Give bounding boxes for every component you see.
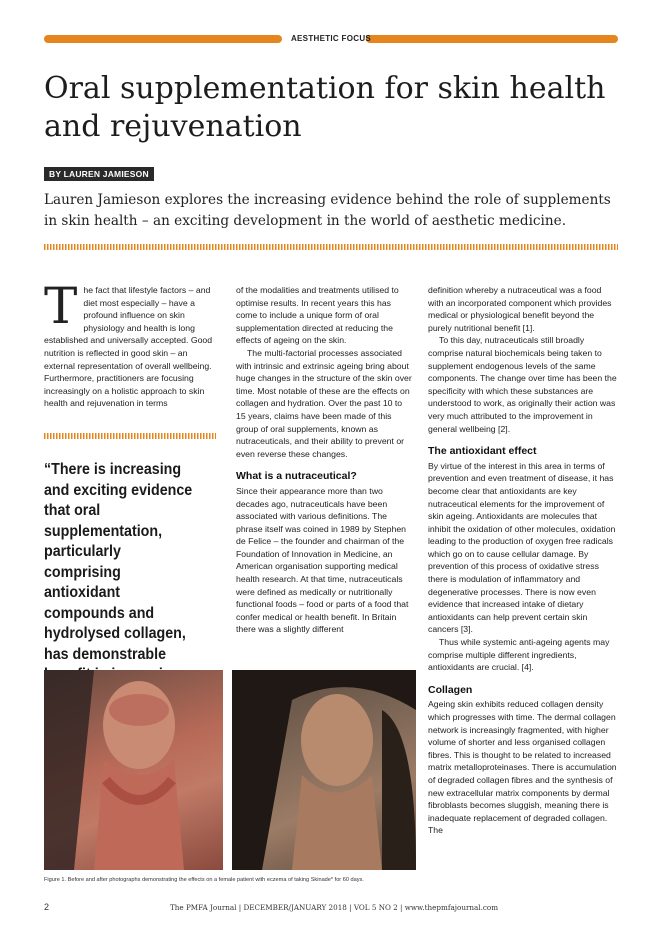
heading-nutraceutical: What is a nutraceutical? [236,470,357,483]
heading-collagen: Collagen [428,683,473,696]
column-2 [236,284,412,636]
col2-paragraph-1: of the modalities and treatments utilised to optimise results. In recent years this has come to include a unique form of oral supplementation directed at reducing the effects of ageing on the skin. [236,285,399,346]
section-tag: AESTHETIC FOCUS [290,34,372,43]
column-3 [428,284,618,837]
divider-dots-quote [44,433,216,439]
heading-antioxidant: The antioxidant effect [428,445,537,458]
col3-paragraph-4: Thus while systemic anti-ageing agents may comprise multiple different ingredients, antioxidants are crucial. [4]. [428,637,610,673]
col2-paragraph-3: Since their appearance more than two decades ago, nutraceuticals have been associated with various definitions. The phrase itself was coined in 1989 by Stephen de Felice – the founder and chairman of the Foundation of Innovation in Medicine, an American organisation supporting medical health research. At that time, nutraceuticals were defined as medically or nutritionally functional foods – food or parts of a food that confer medical or health benefit. In Britain there was a slightly different [236,485,409,635]
col3-paragraph-5: Ageing skin exhibits reduced collagen density which progresses with time. The dermal collagen network is increasingly fragmented, with higher volume of shorter and less organised collagen fibres. This is thought to be related to increased matrix metalloproteinases. There is accumulation of degraded collagen fibres and the synthesis of new extracellular matrix components by dermal fibroblasts becomes sluggish, meaning there is inadequate replacement of degraded collagen. The [428,699,617,836]
figure-caption: Figure 1. Before and after photographs demonstrating the effects on a female patient with eczema of taking Skinade* for 60 days. [44,877,364,883]
footer-journal: The PMFA Journal | DECEMBER/JANUARY 2018 | VOL 5 NO 2 | www.thepmfajournal.com [170,903,499,912]
pull-quote: “There is increasing and exciting evidence that oral supplementation, particularly comprising antioxidant compounds and hydrolysed collagen, has demonstrable [44,461,193,663]
col3-paragraph-3: By virtue of the interest in this area in terms of prevention and even treatment of disease, it has become clear that antioxidants are key nutraceutical elements for the improvement of skin ageing. Antioxidants are molecules that inhibit the oxidation of other molecules, oxidation leading to the production of oxygen free radicals which go on to cause cellular damage. By prevention of this process of oxidative stress there is modulation of inflammatory and degenerative processes. There is now even evidence that increased intake of dietary antioxidants can help prevent certain skin cancers [3]. [428,460,616,635]
col3-paragraph-1: definition whereby a nutraceutical was a food with an incorporated component which provides medical or physiological benefit beyond the purely nutritional benefit [1]. [428,285,612,333]
column-1 [44,277,219,410]
standfirst: Lauren Jamieson explores the increasing evidence behind the role of supplements in skin health – an exciting development in the world of aesthetic medicine. [44,192,611,229]
col1-paragraph: he fact that lifestyle factors – and diet most especially – have a profound influence on skin physiology and health is long established and universally accepted. Good nutrition is reflected in good skin – an external representation of overall wellbeing. Furthermore, practitioners are focusing increasingly on a holistic approach to skin health and rejuvenation in terms [44,285,213,409]
page-number: 2 [44,902,50,912]
col3-paragraph-2: To this day, nutraceuticals still broadly comprise natural biochemicals being taken to supplement endogenous levels of the same components. The change over time has been the specificity with which these substances are understood to work, as originally their action was very much attributed to the improvement in general wellbeing [2]. [428,335,617,434]
drop-cap: T [44,277,78,335]
article-title: Oral supplementation for skin health and rejuvenation [44,71,606,144]
col2-paragraph-2: The multi-factorial processes associated with intrinsic and extrinsic ageing bring about huge changes in the structure of the skin over time. Most notable of these are the effects on collagen and hydration. Over the past 10 to 15 years, claims have been made of this group of oral supplements, known as nutraceuticals, and their ability to prevent or even reverse these changes. [236,347,412,459]
after-photo [232,670,416,870]
before-photo [44,670,223,870]
divider-dots-top [44,244,618,250]
byline: BY LAUREN JAMIESON [44,167,154,181]
